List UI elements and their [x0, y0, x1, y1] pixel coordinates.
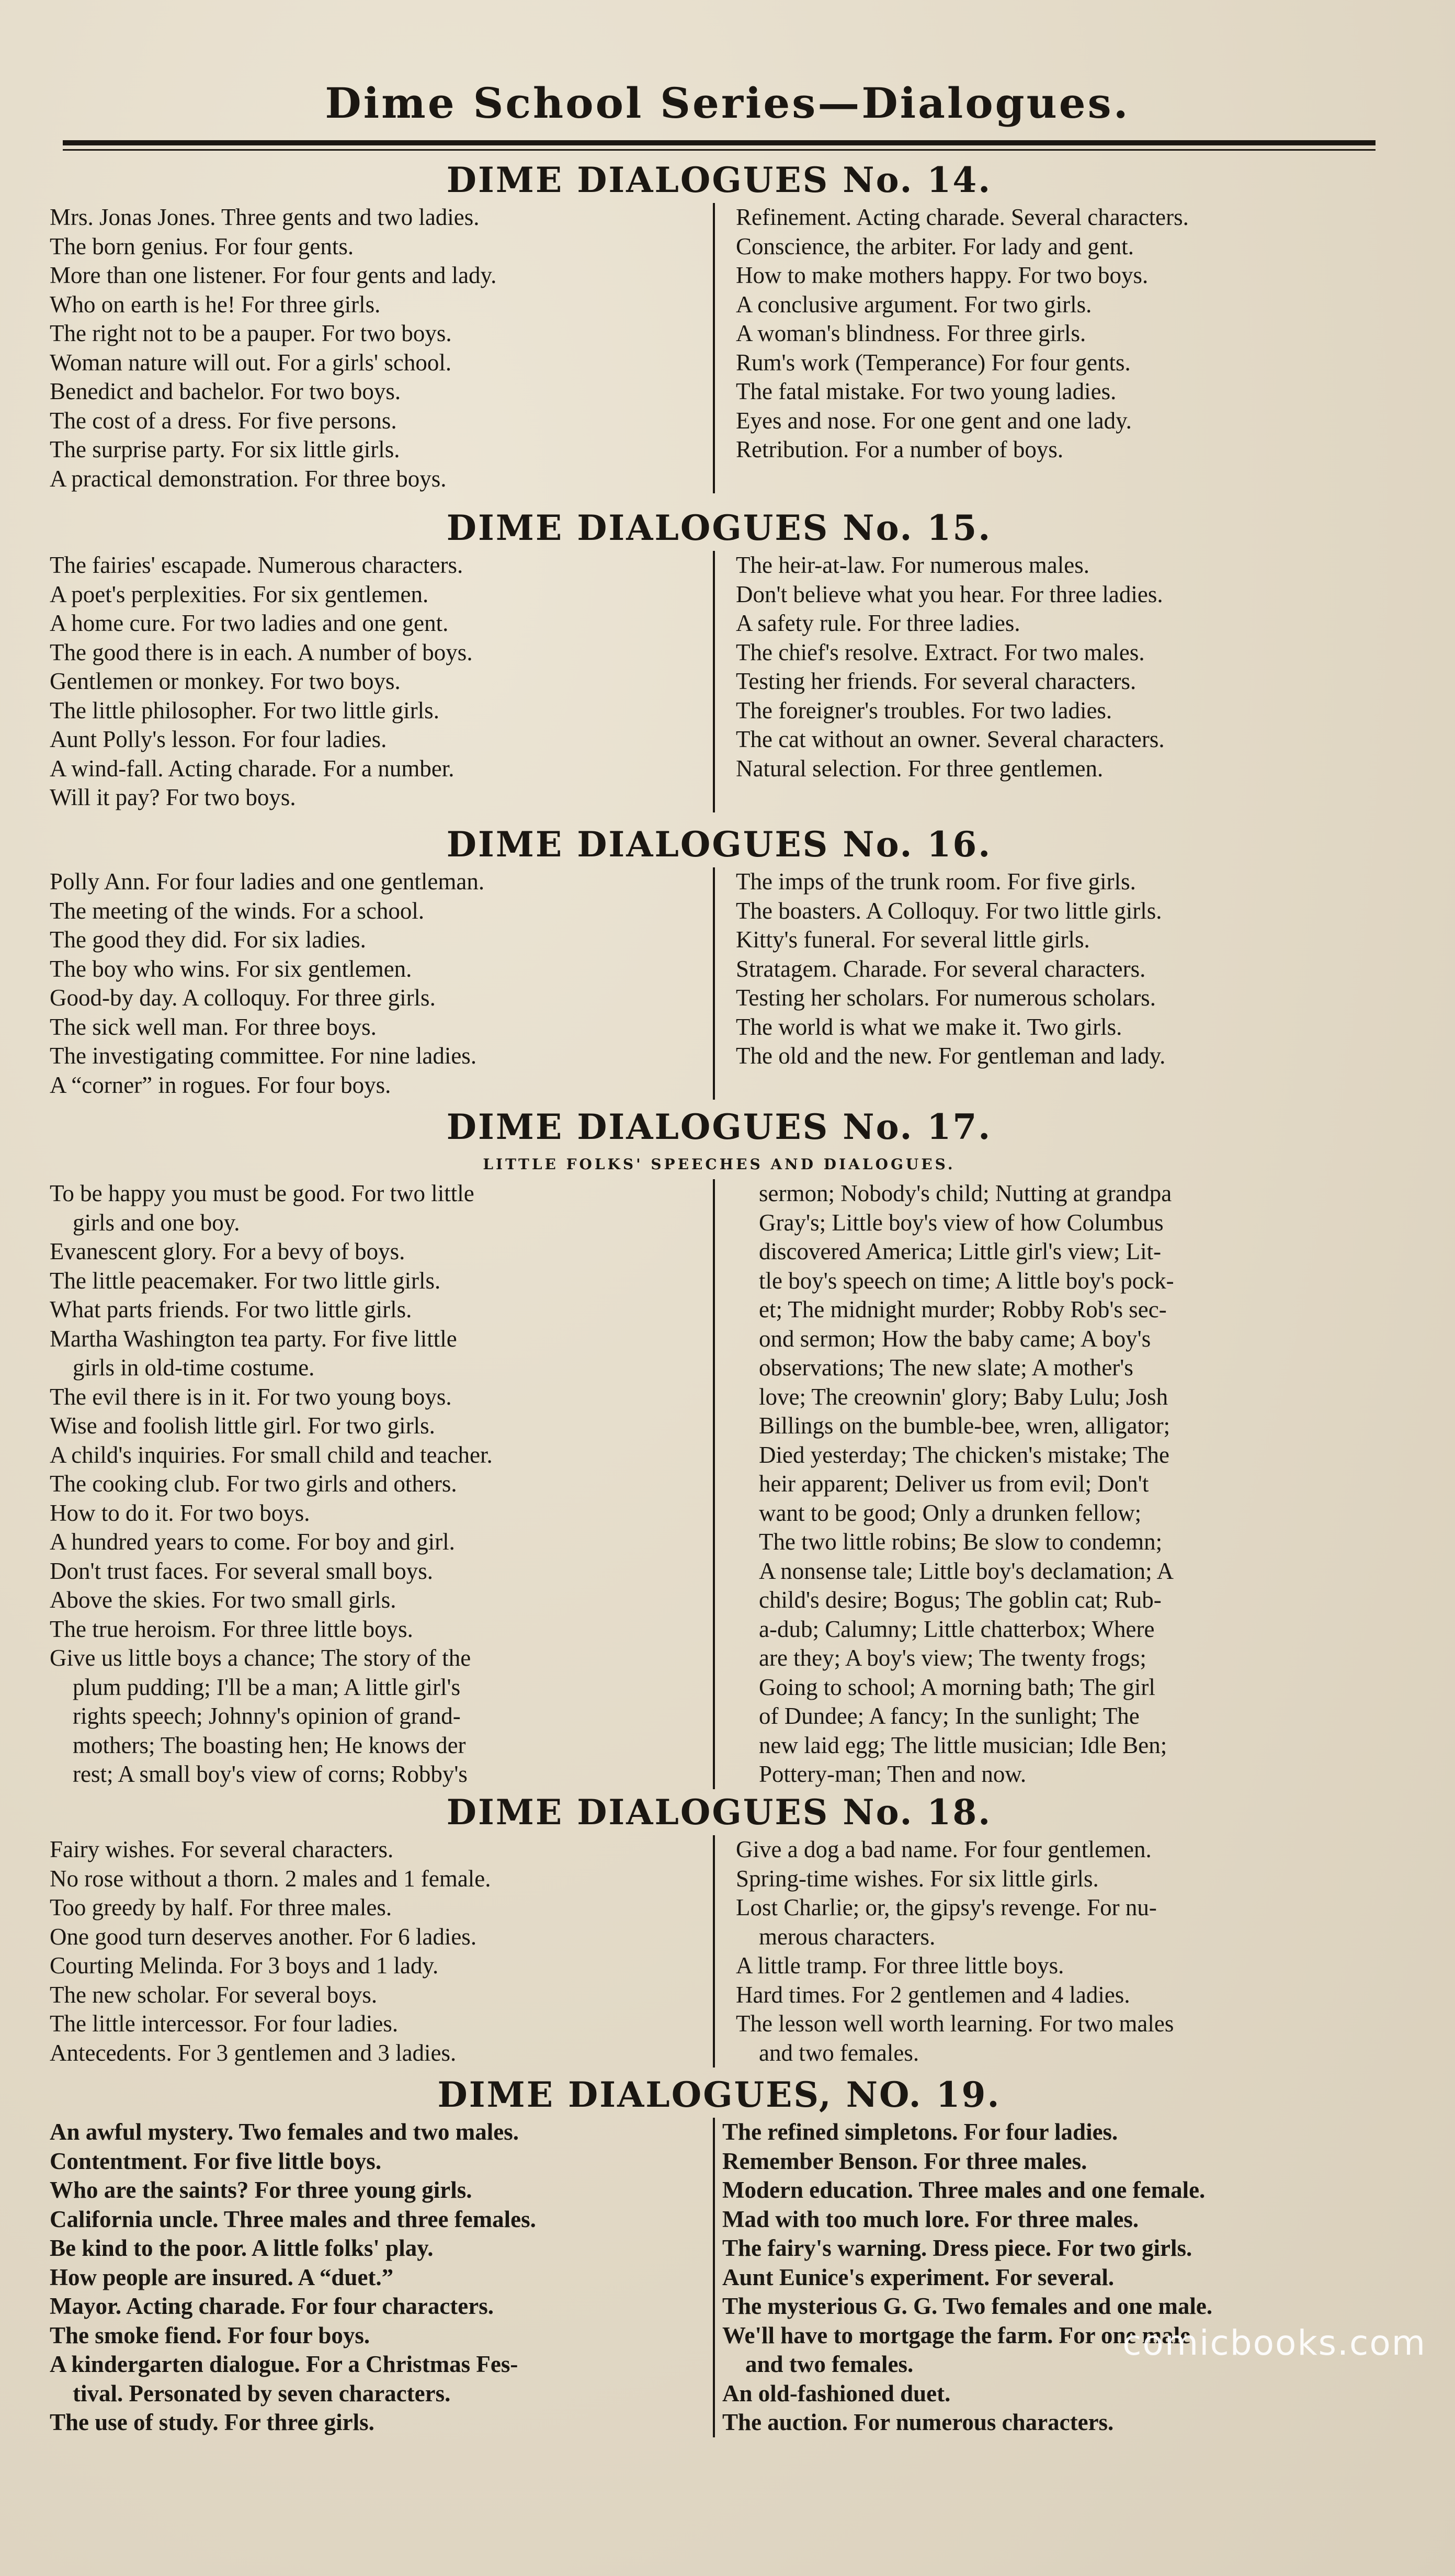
list-item: Spring-time wishes. For six little girls. [736, 1865, 1099, 1892]
left-column [50, 1179, 713, 1789]
left-column [50, 867, 713, 1100]
list-item: The boy who wins. For six gentlemen. [50, 955, 412, 982]
list-item: Lost Charlie; or, the gipsy's revenge. For nu- [736, 1894, 1157, 1920]
list-item: Gray's; Little boy's view of how Columbus [759, 1209, 1164, 1236]
list-item: California uncle. Three males and three females. [50, 2206, 536, 2232]
list-item: We'll have to mortgage the farm. For one male [722, 2322, 1191, 2348]
list-item: The new scholar. For several boys. [50, 1981, 378, 2008]
left-column [50, 1835, 713, 2067]
section-dialogues-14 [50, 157, 1389, 493]
section-title: DIME DIALOGUES No. 17. [446, 1106, 992, 1147]
list-item: The cooking club. For two girls and others. [50, 1471, 457, 1497]
list-item: Antecedents. For 3 gentlemen and 3 ladies. [50, 2039, 457, 2066]
section-title: DIME DIALOGUES No. 18. [446, 1792, 992, 1833]
list-item: plum pudding; I'll be a man; A little girl's [73, 1674, 461, 1700]
list-item: The little peacemaker. For two little girls. [50, 1267, 441, 1294]
list-item: The surprise party. For six little girls. [50, 436, 400, 462]
list-item: A wind-fall. Acting charade. For a number. [50, 755, 454, 782]
section-columns [50, 2118, 1389, 2437]
right-column [715, 2118, 1389, 2437]
list-item: The cost of a dress. For five persons. [50, 407, 397, 434]
list-item: girls and one boy. [73, 1209, 240, 1236]
right-column [715, 1179, 1389, 1789]
list-item: The smoke fiend. For four boys. [50, 2322, 370, 2348]
list-item: The imps of the trunk room. For five girls. [736, 868, 1136, 895]
list-item: Who are the saints? For three young girls. [50, 2177, 472, 2203]
list-item: Above the skies. For two small girls. [50, 1587, 396, 1613]
list-item: The use of study. For three girls. [50, 2409, 374, 2435]
list-item: Give us little boys a chance; The story of the [50, 1645, 471, 1671]
list-item: are they; A boy's view; The twenty frogs; [759, 1645, 1146, 1671]
list-item: The sick well man. For three boys. [50, 1013, 377, 1040]
list-item: The investigating committee. For nine ladies. [50, 1043, 477, 1069]
page-header-title: Dime School Series—Dialogues. [325, 78, 1130, 128]
section-subtitle: LITTLE FOLKS' SPEECHES AND DIALOGUES. [483, 1156, 956, 1173]
section-title: DIME DIALOGUES No. 15. [446, 507, 992, 548]
list-item: Courting Melinda. For 3 boys and 1 lady. [50, 1952, 439, 1979]
list-item: new laid egg; The little musician; Idle Ben; [759, 1732, 1167, 1758]
left-column [50, 551, 713, 812]
list-item: The boasters. A Colloquy. For two little girls. [736, 897, 1162, 924]
list-item: Modern education. Three males and one female. [722, 2177, 1206, 2203]
list-item: No rose without a thorn. 2 males and 1 female. [50, 1865, 491, 1892]
header-rule-thin [63, 149, 1376, 151]
list-item: The old and the new. For gentleman and lady. [736, 1043, 1166, 1069]
section-title: DIME DIALOGUES, NO. 19. [437, 2074, 1001, 2115]
list-item: rest; A small boy's view of corns; Robby's [73, 1761, 468, 1787]
list-item: sermon; Nobody's child; Nutting at grandpa [759, 1180, 1172, 1206]
section-dialogues-18 [50, 1789, 1389, 2067]
list-item: The refined simpletons. For four ladies. [722, 2119, 1118, 2145]
section-title: DIME DIALOGUES No. 16. [446, 824, 992, 865]
list-item: Rum's work (Temperance) For four gents. [736, 349, 1131, 376]
list-item: Gentlemen or monkey. For two boys. [50, 668, 401, 694]
list-item: Going to school; A morning bath; The girl [759, 1674, 1155, 1700]
list-item: Eyes and nose. For one gent and one lady. [736, 407, 1132, 434]
list-item: Aunt Polly's lesson. For four ladies. [50, 726, 387, 752]
list-item: More than one listener. For four gents and lady. [50, 262, 497, 288]
list-item: Be kind to the poor. A little folks' play. [50, 2235, 434, 2261]
list-item: Polly Ann. For four ladies and one gentleman. [50, 868, 485, 895]
left-column [50, 203, 713, 493]
list-item: girls in old-time costume. [73, 1354, 315, 1381]
list-item: The little intercessor. For four ladies. [50, 2010, 399, 2037]
list-item: The chief's resolve. Extract. For two males. [736, 639, 1145, 665]
header-rule-thick [63, 140, 1376, 145]
list-item: The cat without an owner. Several characters. [736, 726, 1165, 752]
list-item: Don't believe what you hear. For three ladies. [736, 581, 1163, 607]
list-item: Evanescent glory. For a bevy of boys. [50, 1238, 405, 1264]
list-item: Aunt Eunice's experiment. For several. [722, 2264, 1115, 2290]
section-columns [50, 551, 1389, 812]
list-item: A nonsense tale; Little boy's declamation; A [759, 1557, 1174, 1584]
list-item: Conscience, the arbiter. For lady and gent. [736, 233, 1134, 259]
list-item: Remember Benson. For three males. [722, 2148, 1087, 2174]
list-item: tle boy's speech on time; A little boy's pock- [759, 1267, 1174, 1294]
list-item: ond sermon; How the baby came; A boy's [759, 1325, 1151, 1352]
list-item: A practical demonstration. For three boys. [50, 465, 447, 492]
list-item: A “corner” in rogues. For four boys. [50, 1071, 391, 1098]
list-item: Hard times. For 2 gentlemen and 4 ladies. [736, 1981, 1130, 2008]
section-columns [50, 1179, 1389, 1789]
list-item: Good-by day. A colloquy. For three girls. [50, 985, 436, 1011]
list-item: What parts friends. For two little girls. [50, 1296, 412, 1323]
list-item: Wise and foolish little girl. For two girls. [50, 1413, 435, 1439]
list-item: a-dub; Calumny; Little chatterbox; Where [759, 1615, 1155, 1642]
section-columns [50, 867, 1389, 1100]
list-item: Testing her scholars. For numerous scholars. [736, 985, 1156, 1011]
section-dialogues-16 [50, 821, 1389, 1100]
right-column [715, 1835, 1389, 2067]
list-item: A little tramp. For three little boys. [736, 1952, 1064, 1979]
list-item: Mayor. Acting charade. For four characters. [50, 2293, 494, 2319]
list-item: The meeting of the winds. For a school. [50, 897, 425, 924]
list-item: Don't trust faces. For several small boys. [50, 1557, 433, 1584]
list-item: heir apparent; Deliver us from evil; Don't [759, 1471, 1149, 1497]
list-item: One good turn deserves another. For 6 ladies. [50, 1923, 477, 1950]
list-item: love; The creownin' glory; Baby Lulu; Josh [759, 1383, 1168, 1410]
list-item: Mad with too much lore. For three males. [722, 2206, 1139, 2232]
right-column [715, 551, 1389, 812]
list-item: The foreigner's troubles. For two ladies. [736, 697, 1112, 724]
list-item: A conclusive argument. For two girls. [736, 291, 1092, 318]
section-dialogues-17 [50, 1104, 1389, 1789]
list-item: The world is what we make it. Two girls. [736, 1013, 1122, 1040]
list-item: rights speech; Johnny's opinion of grand- [73, 1703, 461, 1729]
list-item: merous characters. [759, 1923, 936, 1950]
list-item: Too greedy by half. For three males. [50, 1894, 392, 1920]
list-item: mothers; The boasting hen; He knows der [73, 1732, 466, 1758]
list-item: Give a dog a bad name. For four gentlemen. [736, 1836, 1152, 1862]
list-item: The born genius. For four gents. [50, 233, 354, 259]
list-item: Died yesterday; The chicken's mistake; The [759, 1441, 1169, 1468]
list-item: and two females. [745, 2351, 914, 2377]
list-item: Pottery-man; Then and now. [759, 1761, 1027, 1787]
list-item: child's desire; Bogus; The goblin cat; Rub- [759, 1587, 1162, 1613]
list-item: Woman nature will out. For a girls' school. [50, 349, 452, 376]
list-item: and two females. [759, 2039, 919, 2066]
list-item: Martha Washington tea party. For five little [50, 1325, 457, 1352]
list-item: The heir-at-law. For numerous males. [736, 552, 1089, 578]
list-item: A hundred years to come. For boy and girl. [50, 1529, 455, 1555]
list-item: A woman's blindness. For three girls. [736, 320, 1086, 346]
list-item: The fatal mistake. For two young ladies. [736, 378, 1117, 404]
section-columns [50, 1835, 1389, 2067]
list-item: The evil there is in it. For two young boys. [50, 1383, 452, 1410]
list-item: observations; The new slate; A mother's [759, 1354, 1133, 1381]
watermark-text: comicbooks.com [1122, 2323, 1426, 2363]
list-item: The lesson well worth learning. For two males [736, 2010, 1174, 2037]
list-item: Billings on the bumble-bee, wren, alligator; [759, 1413, 1170, 1439]
list-item: A home cure. For two ladies and one gent. [50, 610, 449, 636]
list-item: discovered America; Little girl's view; Lit- [759, 1238, 1162, 1264]
list-item: The true heroism. For three little boys. [50, 1615, 413, 1642]
list-item: Kitty's funeral. For several little girls. [736, 927, 1090, 953]
list-item: A kindergarten dialogue. For a Christmas Fes- [50, 2351, 518, 2377]
list-item: An old-fashioned duet. [722, 2380, 951, 2406]
list-item: Contentment. For five little boys. [50, 2148, 382, 2174]
right-column [715, 203, 1389, 493]
list-item: et; The midnight murder; Robby Rob's sec- [759, 1296, 1167, 1323]
list-item: of Dundee; A fancy; In the sunlight; The [759, 1703, 1140, 1729]
list-item: The two little robins; Be slow to condemn; [759, 1529, 1163, 1555]
list-item: The fairies' escapade. Numerous characters. [50, 552, 463, 578]
list-item: How to do it. For two boys. [50, 1499, 310, 1526]
list-item: Stratagem. Charade. For several characters. [736, 955, 1146, 982]
list-item: An awful mystery. Two females and two males. [50, 2119, 519, 2145]
list-item: Benedict and bachelor. For two boys. [50, 378, 401, 404]
left-column [50, 2118, 713, 2437]
list-item: How to make mothers happy. For two boys. [736, 262, 1149, 288]
list-item: How people are insured. A “duet.” [50, 2264, 394, 2290]
section-dialogues-15 [50, 505, 1389, 812]
list-item: A child's inquiries. For small child and teacher. [50, 1441, 493, 1468]
list-item: The auction. For numerous characters. [722, 2409, 1114, 2435]
list-item: Refinement. Acting charade. Several characters. [736, 204, 1189, 230]
list-item: A poet's perplexities. For six gentlemen. [50, 581, 429, 607]
list-item: The good there is in each. A number of boys. [50, 639, 473, 665]
section-columns [50, 203, 1389, 493]
list-item: The mysterious G. G. Two females and one male. [722, 2293, 1213, 2319]
list-item: Will it pay? For two boys. [50, 784, 296, 810]
list-item: Natural selection. For three gentlemen. [736, 755, 1104, 782]
list-item: The little philosopher. For two little girls. [50, 697, 439, 724]
list-item: Who on earth is he! For three girls. [50, 291, 381, 318]
section-title: DIME DIALOGUES No. 14. [446, 160, 992, 200]
list-item: The good they did. For six ladies. [50, 927, 366, 953]
right-column [715, 867, 1389, 1100]
section-dialogues-19 [50, 2072, 1389, 2437]
list-item: The right not to be a pauper. For two boys. [50, 320, 452, 346]
list-item: Mrs. Jonas Jones. Three gents and two ladies. [50, 204, 480, 230]
list-item: Testing her friends. For several characters. [736, 668, 1136, 694]
list-item: Fairy wishes. For several characters. [50, 1836, 394, 1862]
list-item: The fairy's warning. Dress piece. For two girls. [722, 2235, 1192, 2261]
list-item: To be happy you must be good. For two little [50, 1180, 474, 1206]
list-item: tival. Personated by seven characters. [73, 2380, 451, 2406]
list-item: Retribution. For a number of boys. [736, 436, 1064, 462]
list-item: A safety rule. For three ladies. [736, 610, 1020, 636]
list-item: want to be good; Only a drunken fellow; [759, 1499, 1142, 1526]
